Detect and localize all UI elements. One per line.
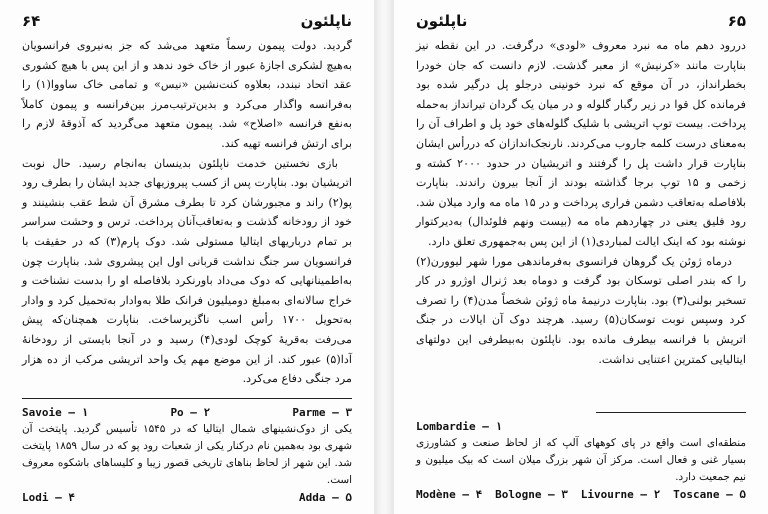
left-footnotes: [22, 404, 352, 506]
left-footnote-terms-2: [22, 489, 352, 506]
right-paragraph-2: درماه ژوئن یک گروهان فرانسوی به‌فرماندهی مورا شهر لیوورن(۲) را که بندر اصلی توسکان بود گرفت و دوماه بعد ژنرال اوژرو در کار تسخیر بولنی(۳) بود. بناپارت درنیمهٔ ماه ژوئن شخصاً مدن(۴) را تصرف کرد وسپس نوبت توسکان(۵) رسید. هرچند دوک آن ایالات در جنگ اتریش با فرانسه بیطرف مانده بود. ناپلئون به‌بیطرفی این دولتهای ایتالیایی کمترین اعتنایی نداشت.: [416, 254, 747, 366]
left-footnote-term-2: Po – ۲: [170, 406, 211, 419]
book-gutter: [374, 0, 394, 514]
right-footnote-text: منطقه‌ای است واقع در پای کوههای آلپ که از لحاظ صنعت و کشاورزی بسیار غنی و فعال است. مرکز آن شهر بزرگ میلان است که بیک میلیون و نیم جمعیت دارد.: [416, 437, 746, 483]
left-footnote-term-1: Savoie – ۱: [22, 406, 89, 419]
left-footnote-terms: [22, 404, 352, 421]
right-page-running-title: ناپلئون: [416, 12, 468, 30]
right-page: [394, 0, 768, 514]
left-footnote-term-5: Adda – ۵: [299, 491, 352, 504]
right-footnote-terms-2: [416, 486, 746, 503]
left-footnote-text: یکی از دوک‌نشینهای شمال ایتالیا که در ۱۵۴۵ تأسیس گردید. پایتخت آن شهری بود به‌همین نام درکنار یکی از شعبات رود پو که در سال ۱۸۵۹ پایتخت شد. این شهر از لحاظ بناهای تاریخی قصور زیبا و کلیساهای باشکوه معروف است.: [22, 423, 352, 486]
right-footnote-term-5: Toscane – ۵: [673, 488, 746, 501]
right-page-body: [416, 36, 746, 369]
right-paragraph-1: دررود دهم ماه مه نبرد معروف «لودی» درگرفت. در این نقطه نیز بناپارت مانند «کرنیش» از معبر گذشت. لازم دانست که جان خودرا بخطرانداز، در آن موقع که نبرد خونینی درجلو پل درگیر شده بود فرمانده کل قوا در زیر رگبار گلوله و در میان یک گردان تیرانداز به‌حمله پرداخت. بیست توپ اتریشی با شلیک گلوله‌های خود پل و اطراف آن را به‌معنای درست کلمه جاروب می‌کردند. نارنجک‌اندازان که دررأس ایشان بناپارت قرار داشت پل را گرفتند و اتریشیان در حدود ۲۰۰۰ کشته و زخمی و ۱۵ توپ برجا گذاشته بودند از آنجا بیرون راندند. بناپارت بلافاصله به‌تعاقب دشمن فراری پرداخت و در ۱۵ ماه مه وارد میلان شد. رود فلیق یعنی در چهاردهم ماه مه (بیست ونهم فلوئدال) به‌دیرکتوار نوشته بود که اینک ایالت لمباردی(۱) از این پس به‌جمهوری تعلق دارد.: [416, 39, 746, 248]
right-page-number: ۶۵: [727, 12, 746, 30]
left-footnote-term-4: Lodi – ۴: [22, 491, 75, 504]
left-paragraph-2: بازی نخستین خدمت ناپلئون بدینسان به‌انجام رسید. حال نوبت اتریشیان بود. بناپارت پس از کسب پیروزیهای جدید ایشان را بطرف رود پو(۲) راند و مجبورشان کرد تا بطرف مشرق آن شط عقب بنشینند و خود از رودخانه گذشت و به‌تعاقب‌آنان پرداخت. ترس و وحشت سراسر بر تمام درباریهای ایتالیا مستولی شد. دوک پارم(۳) که در حقیقت با فرانسویان سر جنگ نداشت قربانی اول این پیشروی شد. بناپارت چون به‌اطمینانهایی که دوک می‌داد باورنکرد بلافاصله او را بدست نشناخت و خراج سالانه‌ای به‌مبلغ دومیلیون فرانک طلا به‌وادار به‌تحمیل کرد و وادار به‌تحویل ۱۷۰۰ رأس اسب ناگزیرساخت. بناپارت همچنان‌که پیش می‌رفت به‌قریهٔ کوچک لودی(۴) رسید و در آنجا بایستی از رودخانهٔ آدا(۵) عبور کند. از این موضع مهم یک واحد اتریشی مرکب از ده هزار مرد جنگی دفاع می‌کرد.: [22, 156, 352, 386]
left-footnote-term-3: Parme – ۳: [292, 406, 352, 419]
left-footnote-rule: [22, 398, 352, 399]
left-page-running-title: ناپلئون: [300, 12, 352, 30]
right-footnote-rule: [596, 412, 746, 413]
right-footnote-terms: [416, 418, 746, 435]
right-footnote-term-4: Modène – ۴: [416, 488, 483, 501]
left-page-header: [22, 8, 352, 34]
left-page-number: ۶۴: [22, 12, 41, 30]
right-footnote-term-1: Lombardie – ۱: [416, 420, 503, 433]
left-page-body: [22, 36, 352, 389]
left-page: [0, 0, 374, 514]
right-footnotes: [416, 418, 746, 503]
left-paragraph-1: گردید. دولت پیمون رسماً متعهد می‌شد که جز به‌نیروی فرانسویان به‌هیچ لشکری اجازهٔ عبور از خاک خود ندهد و از این پس با هیچ کشوری عقد اتحاد نبندد، بعلاوه کنت‌نشین «نیس» و تمامی خاک ساووا(۱) را به‌فرانسه واگذار می‌کرد و بدین‌ترتیب‌مرز بین‌فرانسه و پیمون کاملاً به‌نفع فرانسه «اصلاح» شد. پیمون متعهد می‌گردید که آذوقهٔ لازم را برای ارتش فرانسه تهیه کند.: [22, 39, 352, 150]
right-footnote-term-3: Bologne – ۳: [495, 488, 568, 501]
right-page-header: [416, 8, 746, 34]
right-footnote-term-2: Livourne – ۲: [580, 488, 661, 501]
